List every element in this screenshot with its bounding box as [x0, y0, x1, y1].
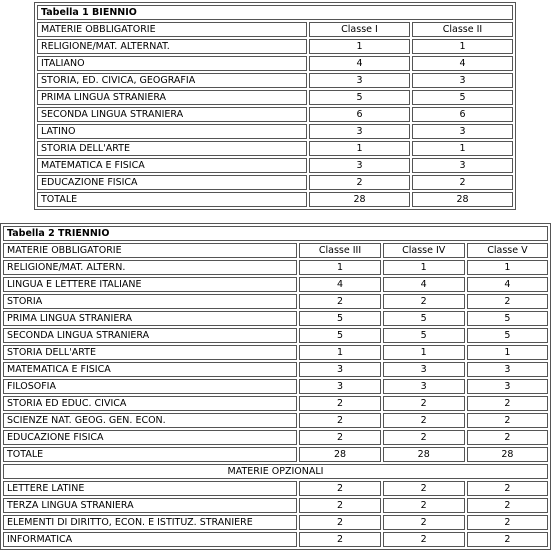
hours-cell: 2 [299, 532, 380, 547]
hours-cell: 2 [383, 498, 465, 513]
hours-cell: 2 [412, 175, 513, 190]
subject-cell: LINGUA E LETTERE ITALIANE [3, 277, 297, 292]
table-row [37, 39, 513, 54]
table-row [3, 260, 548, 275]
hours-cell: 5 [299, 311, 380, 326]
subject-cell: TOTALE [37, 192, 307, 207]
hours-cell: 4 [309, 56, 410, 71]
subject-cell: RELIGIONE/MAT. ALTERN. [3, 260, 297, 275]
table-row [37, 158, 513, 173]
subject-cell: MATERIE OBBLIGATORIE [37, 22, 307, 37]
section-heading: MATERIE OPZIONALI [3, 464, 548, 479]
hours-cell: Classe I [309, 22, 410, 37]
hours-cell: 2 [467, 498, 548, 513]
hours-cell: 1 [412, 39, 513, 54]
hours-cell: 4 [467, 277, 548, 292]
hours-cell: 28 [309, 192, 410, 207]
subject-cell: TERZA LINGUA STRANIERA [3, 498, 297, 513]
hours-cell: 3 [383, 362, 465, 377]
subject-cell: EDUCAZIONE FISICA [3, 430, 297, 445]
hours-cell: 5 [309, 90, 410, 105]
hours-cell: 5 [383, 311, 465, 326]
hours-cell: 2 [467, 294, 548, 309]
hours-cell: 28 [299, 447, 380, 462]
table-row [37, 56, 513, 71]
subject-cell: STORIA DELL'ARTE [37, 141, 307, 156]
subject-cell: STORIA [3, 294, 297, 309]
subject-cell: FILOSOFIA [3, 379, 297, 394]
table-title: Tabella 1 BIENNIO [37, 5, 513, 20]
table-title-row [3, 226, 548, 241]
table-row [3, 328, 548, 343]
hours-cell: 1 [467, 260, 548, 275]
hours-cell: 2 [383, 532, 465, 547]
hours-cell: 3 [299, 362, 380, 377]
hours-cell: 2 [383, 396, 465, 411]
subject-cell: STORIA, ED. CIVICA, GEOGRAFIA [37, 73, 307, 88]
table-row [3, 345, 548, 360]
hours-cell: 2 [467, 515, 548, 530]
subject-cell: MATERIE OBBLIGATORIE [3, 243, 297, 258]
hours-cell: 5 [467, 311, 548, 326]
hours-cell: 2 [467, 413, 548, 428]
table-title-row [37, 5, 513, 20]
subject-cell: STORIA DELL'ARTE [3, 345, 297, 360]
table-row [3, 294, 548, 309]
hours-cell: 2 [383, 430, 465, 445]
table-row [3, 362, 548, 377]
subject-cell: RELIGIONE/MAT. ALTERNAT. [37, 39, 307, 54]
hours-cell: 4 [412, 56, 513, 71]
hours-cell: 2 [467, 430, 548, 445]
subject-cell: MATEMATICA E FISICA [37, 158, 307, 173]
subject-cell: TOTALE [3, 447, 297, 462]
hours-cell: 1 [467, 345, 548, 360]
hours-cell: 1 [383, 345, 465, 360]
header-row [3, 243, 548, 258]
hours-cell: 6 [412, 107, 513, 122]
table-row [3, 277, 548, 292]
table-row [37, 90, 513, 105]
subject-cell: INFORMATICA [3, 532, 297, 547]
hours-cell: 1 [299, 345, 380, 360]
hours-cell: Classe IV [383, 243, 465, 258]
table-row [37, 141, 513, 156]
subject-cell: SCIENZE NAT. GEOG. GEN. ECON. [3, 413, 297, 428]
hours-cell: 2 [299, 413, 380, 428]
table-row [37, 124, 513, 139]
section-row [3, 464, 548, 479]
table-biennio [34, 2, 516, 210]
hours-cell: 2 [299, 515, 380, 530]
hours-cell: 5 [467, 328, 548, 343]
hours-cell: 4 [299, 277, 380, 292]
hours-cell: 1 [412, 141, 513, 156]
hours-cell: 4 [383, 277, 465, 292]
table-triennio [0, 223, 551, 550]
table-row [37, 175, 513, 190]
hours-cell: 2 [383, 481, 465, 496]
table-row [3, 311, 548, 326]
hours-cell: 5 [383, 328, 465, 343]
subject-cell: PRIMA LINGUA STRANIERA [37, 90, 307, 105]
hours-cell: 2 [299, 481, 380, 496]
hours-cell: 2 [299, 498, 380, 513]
subject-cell: SECONDA LINGUA STRANIERA [37, 107, 307, 122]
hours-cell: 1 [309, 39, 410, 54]
hours-cell: 2 [383, 294, 465, 309]
subject-cell: ITALIANO [37, 56, 307, 71]
table-row [37, 192, 513, 207]
subject-cell: LATINO [37, 124, 307, 139]
hours-cell: 1 [299, 260, 380, 275]
hours-cell: 28 [412, 192, 513, 207]
hours-cell: 1 [383, 260, 465, 275]
subject-cell: STORIA ED EDUC. CIVICA [3, 396, 297, 411]
hours-cell: 2 [309, 175, 410, 190]
hours-cell: 3 [309, 73, 410, 88]
table-row [37, 107, 513, 122]
hours-cell: 3 [383, 379, 465, 394]
table-row [3, 396, 548, 411]
hours-cell: 5 [299, 328, 380, 343]
hours-cell: 3 [412, 158, 513, 173]
table-row [3, 447, 548, 462]
optional-row [3, 532, 548, 547]
hours-cell: 3 [412, 73, 513, 88]
hours-cell: 1 [309, 141, 410, 156]
hours-cell: 3 [309, 124, 410, 139]
subject-cell: LETTERE LATINE [3, 481, 297, 496]
subject-cell: EDUCAZIONE FISICA [37, 175, 307, 190]
subject-cell: ELEMENTI DI DIRITTO, ECON. E ISTITUZ. STRANIERE [3, 515, 297, 530]
hours-cell: Classe V [467, 243, 548, 258]
hours-cell: 2 [383, 413, 465, 428]
hours-cell: 5 [412, 90, 513, 105]
hours-cell: 2 [467, 532, 548, 547]
subject-cell: MATEMATICA E FISICA [3, 362, 297, 377]
subject-cell: PRIMA LINGUA STRANIERA [3, 311, 297, 326]
hours-cell: 3 [467, 362, 548, 377]
hours-cell: Classe III [299, 243, 380, 258]
hours-cell: 2 [467, 481, 548, 496]
hours-cell: 3 [467, 379, 548, 394]
hours-cell: 2 [299, 396, 380, 411]
hours-cell: 2 [383, 515, 465, 530]
hours-cell: 28 [467, 447, 548, 462]
hours-cell: 3 [412, 124, 513, 139]
hours-cell: 2 [299, 430, 380, 445]
optional-row [3, 481, 548, 496]
hours-cell: 2 [467, 396, 548, 411]
hours-cell: 3 [299, 379, 380, 394]
optional-row [3, 515, 548, 530]
table-title: Tabella 2 TRIENNIO [3, 226, 548, 241]
table-row [37, 73, 513, 88]
hours-cell: 28 [383, 447, 465, 462]
hours-cell: Classe II [412, 22, 513, 37]
hours-cell: 3 [309, 158, 410, 173]
subject-cell: SECONDA LINGUA STRANIERA [3, 328, 297, 343]
hours-cell: 6 [309, 107, 410, 122]
header-row [37, 22, 513, 37]
table-row [3, 379, 548, 394]
hours-cell: 2 [299, 294, 380, 309]
table-row [3, 430, 548, 445]
optional-row [3, 498, 548, 513]
table-row [3, 413, 548, 428]
